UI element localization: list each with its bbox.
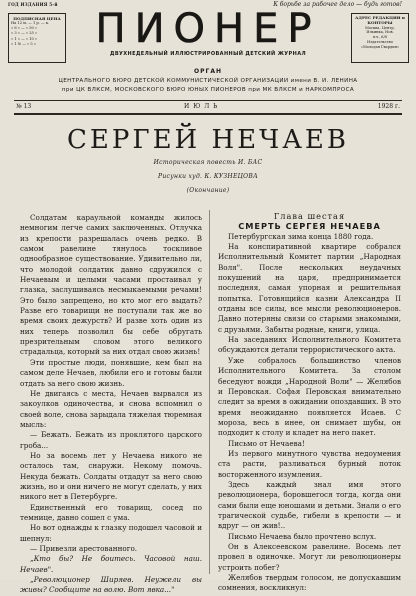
paragraph: Он в Алексеевском равелине. Восемь лет провел в одиночке. Могут ли революционеры устроить побег?: [218, 542, 401, 572]
subscription-line: » 6 » — » 50 »: [11, 26, 38, 31]
slogan: К борьбе за рабочее дело — будь готов!: [273, 1, 402, 8]
issue-number: № 13: [16, 103, 32, 110]
address-line: пл., 6/8: [373, 35, 387, 40]
organization-line: ЦЕНТРАЛЬНОГО БЮРО ДЕТСКОЙ КОММУНИСТИЧЕСКОЙ ОРГАНИЗАЦИИ имени В. И. ЛЕНИНА: [58, 78, 358, 84]
header-rule: [14, 114, 402, 115]
paragraph: Здесь каждый знал имя этого революционера, боровшегося тогда, когда они сами были еще юношами и детьми. Знали о его трагической судьбе, гибели в крепости — и вдруг — он жив!..: [218, 479, 401, 531]
subscription-line: » 1 № — » 5 »: [11, 41, 37, 46]
subscription-line: » 1 » — » 10 »: [11, 36, 38, 41]
paragraph: Не двигаясь с места, Нечаев вырвался из закоулков одиночества, и снова вспомнил о своей воле, снова зарыдала тяжелая тюремная мысль:: [20, 388, 202, 429]
paragraph: — Бежать. Бежать из проклятого царского гроба...: [20, 430, 202, 450]
subscription-title: ПОДПИСНАЯ ЦЕНА: [13, 16, 61, 21]
paragraph: Письмо от Нечаева!: [228, 438, 305, 448]
address-line: «Молодая Гвардия»: [360, 44, 400, 49]
address-title: АДРЕС РЕДАКЦИИ и КОНТОРЫ: [355, 15, 405, 25]
organ-label: ОРГАН: [194, 68, 222, 75]
year-label: ГОД ИЗДАНИЯ 5-й: [8, 2, 58, 7]
journal-subtitle: ДВУХНЕДЕЛЬНЫЙ ИЛЛЮСТРИРОВАННЫЙ ДЕТСКИЙ ЖУРНАЛ: [109, 51, 307, 57]
paragraph: Петербургская зима конца 1880 года.: [228, 231, 374, 241]
paragraph: Единственный его товарищ, сосед по темнице, давно сошел с ума.: [20, 502, 202, 522]
address-line: Москва, Центр,: [365, 25, 395, 30]
chapter-title: СМЕРТЬ СЕРГЕЯ НЕЧАЕВА: [238, 221, 381, 232]
paragraph: Но вот однажды к глазку подошел часовой и шепнул:: [20, 523, 202, 543]
paragraph: — Привезли арестованного.: [30, 544, 138, 553]
masthead: [70, 8, 346, 57]
chapter-number: Глава шестая: [273, 211, 346, 221]
issue-month: И Ю Л Ь: [184, 103, 219, 110]
article-illustrations: Рисунки худ. К. КУЗНЕЦОВА: [158, 173, 258, 180]
paragraph: Уже собралось большинство членов Исполнительного Комитета. За столом беседуют вожди „Народной Воли" — Желябов и Перовская. Софья Перовская внимательно следит за время в ожидании опоздавших. В это время неожиданно появляется Исаев. С мороза, весь в инее, он снимает шубы, он подходит к столу и кладет на него пакет.: [218, 355, 401, 438]
article-ending: (Окончание): [186, 187, 230, 194]
issue-year: 1928 г.: [377, 103, 400, 110]
paragraph: „Революционер Ширяев. Неужели вы живы? Сообщите на волю. Вот явка...": [20, 575, 202, 595]
subscription-box: [8, 13, 66, 63]
paragraph: „Кто бы? Не боитесь. Часовой наш. Нечаев".: [20, 554, 202, 574]
column-divider: [209, 210, 210, 574]
issue-bar: [14, 100, 402, 114]
paragraph: На заседаниях Исполнительного Комитета обсуждаются детали террористического акта.: [218, 335, 401, 355]
paragraph: Желябов твердым голосом, не допускавшим сомнения, воскликнул:: [218, 573, 401, 593]
article-title: СЕРГЕЙ НЕЧАЕВ: [66, 125, 350, 155]
subscription-line: » 3 » — » 25 »: [11, 31, 38, 36]
paragraph: Солдатам караульной команды жилось немногим легче самих заключенных. Отлучка из крепости разрешалась очень редко. В самом равелине тянулось тоскливое однообразное существование. Удивительно ли, что молодой солдатик давно сдружился с Нечаевым и целыми часами простаивал у глазка, заслушиваясь несмыкаемыми речами! Это было запрещено, но кто мог его выдать? Разве его товарищи не поступали так же во время своих дежурств? И разве хоть один из них теперь позволил бы себе обругать презрительным словом этого великого страдальца, который за них отдал свою жизнь!: [20, 213, 202, 357]
right-column: [218, 211, 401, 594]
paragraph: Эти простые люди, понявшие, кем был на самом деле Нечаев, любили его и готовы были отдать за него свою жизнь.: [20, 357, 202, 388]
address-line: Издательство: [367, 39, 393, 44]
left-column: [20, 213, 202, 596]
journal-title: ПИОНЕР: [95, 6, 321, 52]
paragraph: Из первого минутного чувства недоумения ста расти, разливаться бурный поток восторженного изумления.: [218, 448, 401, 479]
paragraph: Письмо Нечаева было прочтено вслух.: [228, 531, 377, 541]
article-genre: Историческая повесть И. БАС: [153, 159, 263, 166]
organization-line: при ЦК ВЛКСМ, МОСКОВСКОГО БЮРО ЮНЫХ ПИОНЕРОВ при МК ВЛКСМ и НАРКОМПРОСА: [61, 87, 355, 93]
address-box: [351, 13, 409, 63]
paragraph: Но за восемь лет у Нечаева никого не осталось там, снаружи. Некому помочь. Некуда бежать. Солдаты отдадут за него свою жизнь, но и они ничего не могут сделать, у них никого нет в Петербурге.: [20, 450, 202, 502]
address-line: Ильинка, Нов.: [366, 30, 394, 35]
subscription-line: На 12 м. — 1 р. — к.: [11, 21, 50, 25]
paragraph: На конспиративной квартире собрался Исполнительный Комитет партии „Народная Воля". После нескольких неудачных покушений на царя, предпринимается последняя, самая упорная и решительная попытка. Готовящийся казни Александра II отданы все силы, все мысли революционеров. Давно потеряны связи со старыми знакомыми, с друзьями. Забыты родные, книги, улица.: [218, 242, 401, 334]
